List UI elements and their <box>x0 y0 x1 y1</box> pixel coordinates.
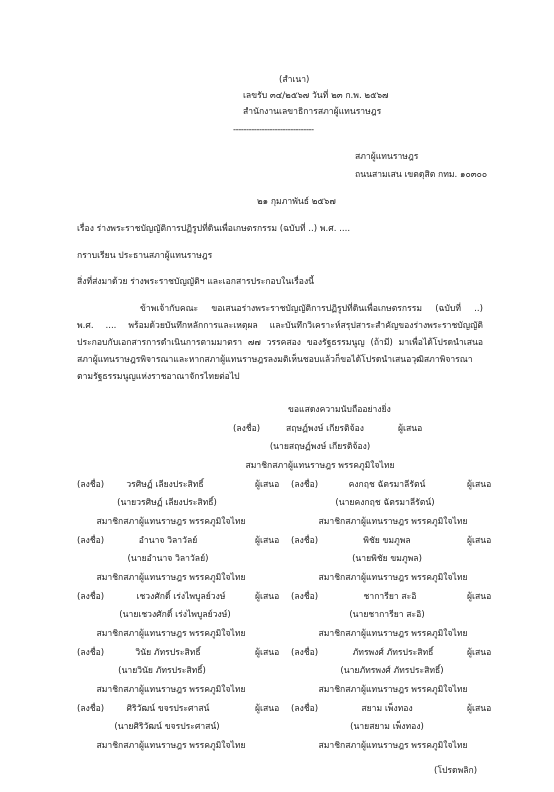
body-line-4: สภาผู้แทนราษฎรพิจารณาและหากสภาผู้แทนราษฎรลงมติเห็นชอบแล้วก็ขอได้โปรดนำเสนอวุฒิสภาพิจารณา <box>77 355 473 365</box>
sign-prefix: (ลงชื่อ) <box>291 704 319 714</box>
address-line-2: ถนนสามเสน เขตดุสิต กทม. ๑๐๓๐๐ <box>355 170 488 180</box>
closing-phrase: ขอแสดงความนับถืออย่างยิ่ง <box>288 405 391 415</box>
header-separator: ------------------------------- <box>233 125 314 135</box>
signer-name: คงกฤช ฉัตรมาลีรัตน์ <box>348 480 426 490</box>
salutation-line: กราบเรียน ประธานสภาผู้แทนราษฎร <box>77 251 213 261</box>
body-line-5: ตามรัฐธรรมนูญแห่งราชอาณาจักรไทยต่อไป <box>77 372 240 382</box>
proposer-label: ผู้เสนอ <box>467 592 492 602</box>
proposer-label: ผู้เสนอ <box>467 536 492 546</box>
subject-line: เรื่อง ร่างพระราชบัญญัติการปฏิรูปที่ดินเพื่อเกษตรกรรม (ฉบับที่ ..) พ.ศ. .... <box>77 224 351 234</box>
sign-prefix: (ลงชื่อ) <box>77 536 105 546</box>
sign-prefix: (ลงชื่อ) <box>77 648 105 658</box>
received-number: เลขรับ ๓๔/๒๕๖๗ วันที่ ๒๓ ก.พ. ๒๕๖๗ <box>243 91 389 101</box>
signer-role: สมาชิกสภาผู้แทนราษฎร พรรคภูมิใจไทย <box>96 517 246 527</box>
signer-role: สมาชิกสภาผู้แทนราษฎร พรรคภูมิใจไทย <box>245 461 395 471</box>
proposer-label: ผู้เสนอ <box>255 648 280 658</box>
proposer-label: ผู้เสนอ <box>467 648 492 658</box>
signer-full-name: (นายพิชัย ขมภูพล) <box>352 554 422 564</box>
signer-full-name: (นายวินัย ภัทรประสิทธิ์) <box>118 666 206 676</box>
signer-full-name: (นายวรศิษฏ์ เลียงประสิทธิ์) <box>117 498 217 508</box>
signer-full-name: (นายคงกฤช ฉัตรมาลีรัตน์) <box>335 498 435 508</box>
enclosure-line: สิ่งที่ส่งมาด้วย ร่างพระราชบัญญัติฯ และเอกสารประกอบในเรื่องนี้ <box>77 277 315 287</box>
sign-prefix: (ลงชื่อ) <box>77 704 105 714</box>
signer-name: พิชัย ขมภูพล <box>363 536 411 546</box>
signer-name: ศิริวัฒน์ ขจรประศาสน์ <box>126 704 210 714</box>
proposer-label: ผู้เสนอ <box>467 704 492 714</box>
proposer-label: ผู้เสนอ <box>255 704 280 714</box>
signer-role: สมาชิกสภาผู้แทนราษฎร พรรคภูมิใจไทย <box>318 629 468 639</box>
signer-name: วินัย ภัทรประสิทธิ์ <box>135 648 201 658</box>
document-date: ๒๑ กุมภาพันธ์ ๒๕๖๗ <box>257 197 336 207</box>
sign-prefix: (ลงชื่อ) <box>291 480 319 490</box>
body-line-3: ประกอบกับเอกสารการดำเนินการตามมาตรา ๗๗ วรรคสอง ของรัฐธรรมนูญ (ถ้ามี) มาเพื่อได้โปรดนำเสนอ <box>77 338 483 348</box>
secretariat-office: สำนักงานเลขาธิการสภาผู้แทนราษฎร <box>243 107 382 117</box>
signer-full-name: (นายสฤษฏ์พงษ์ เกียรติจ้อง) <box>269 442 371 452</box>
copy-mark: (สำเนา) <box>279 75 310 85</box>
signer-role: สมาชิกสภาผู้แทนราษฎร พรรคภูมิใจไทย <box>96 741 246 751</box>
signer-role: สมาชิกสภาผู้แทนราษฎร พรรคภูมิใจไทย <box>96 573 246 583</box>
signer-name: ชาการียา สะอิ <box>363 592 417 602</box>
signer-full-name: (นายสยาม เพ็งทอง) <box>350 722 424 732</box>
signer-name: สยาม เพ็งทอง <box>361 704 413 714</box>
signer-role: สมาชิกสภาผู้แทนราษฎร พรรคภูมิใจไทย <box>96 685 246 695</box>
signer-name: ภัทรพงศ์ ภัทรประสิทธิ์ <box>352 648 434 658</box>
signer-role: สมาชิกสภาผู้แทนราษฎร พรรคภูมิใจไทย <box>96 629 246 639</box>
signer-name: วรศิษฏ์ เลียงประสิทธิ์ <box>126 480 204 490</box>
proposer-label: ผู้เสนอ <box>255 536 280 546</box>
proposer-label: ผู้เสนอ <box>467 480 492 490</box>
body-line-1: ข้าพเจ้ากับคณะ ขอเสนอร่างพระราชบัญญัติการปฏิรูปที่ดินเพื่อเกษตรกรรม (ฉบับที่ ..) <box>140 304 483 314</box>
body-line-2: พ.ศ. .... พร้อมด้วยบันทึกหลักการและเหตุผล และบันทึกวิเคราะห์สรุปสาระสำคัญของร่างพระราชบัญญัติ <box>77 321 483 331</box>
signer-full-name: (นายภัทรพงศ์ ภัทรประสิทธิ์) <box>340 666 444 676</box>
signer-role: สมาชิกสภาผู้แทนราษฎร พรรคภูมิใจไทย <box>318 517 468 527</box>
proposer-label: ผู้เสนอ <box>255 592 280 602</box>
signer-full-name: (นายศิริวัฒน์ ขจรประศาสน์) <box>114 722 220 732</box>
page-turn-note: (โปรดพลิก) <box>434 766 478 776</box>
signer-name: อำนาจ วิลาวัลย์ <box>138 536 198 546</box>
sign-prefix: (ลงชื่อ) <box>291 592 319 602</box>
sign-prefix: (ลงชื่อ) <box>291 536 319 546</box>
signer-name: เชวงศักดิ์ เร่งไพบูลย์วงษ์ <box>136 592 226 602</box>
signer-full-name: (นายชาการียา สะอิ) <box>349 610 425 620</box>
sign-prefix: (ลงชื่อ) <box>77 480 105 490</box>
signer-role: สมาชิกสภาผู้แทนราษฎร พรรคภูมิใจไทย <box>318 741 468 751</box>
sign-prefix: (ลงชื่อ) <box>77 592 105 602</box>
signer-full-name: (นายเชวงศักดิ์ เร่งไพบูลย์วงษ์) <box>119 610 231 620</box>
proposer-label: ผู้เสนอ <box>255 480 280 490</box>
sign-prefix: (ลงชื่อ) <box>233 424 261 434</box>
signer-role: สมาชิกสภาผู้แทนราษฎร พรรคภูมิใจไทย <box>318 573 468 583</box>
signer-name: สฤษฏ์พงษ์ เกียรติจ้อง <box>286 424 364 434</box>
signer-role: สมาชิกสภาผู้แทนราษฎร พรรคภูมิใจไทย <box>318 685 468 695</box>
proposer-label: ผู้เสนอ <box>398 424 423 434</box>
signer-full-name: (นายอำนาจ วิลาวัลย์) <box>127 554 209 564</box>
sign-prefix: (ลงชื่อ) <box>291 648 319 658</box>
address-line-1: สภาผู้แทนราษฎร <box>355 152 419 162</box>
